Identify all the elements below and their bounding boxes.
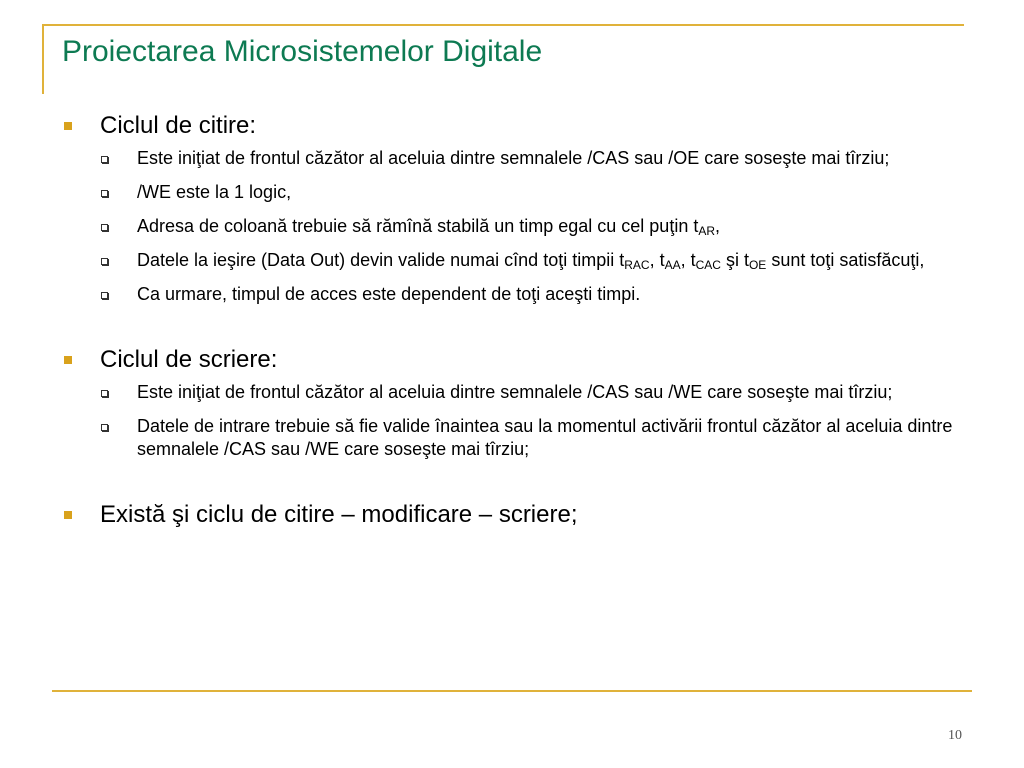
list-item-text: /WE este la 1 logic,: [137, 182, 292, 202]
left-accent-divider: [42, 24, 44, 94]
subscript-oe: OE: [748, 258, 767, 272]
hollow-box-bullet-icon: [101, 224, 108, 231]
hollow-box-bullet-icon: [101, 156, 108, 163]
list-item: [62, 415, 962, 461]
list-item: [62, 147, 962, 170]
filled-square-bullet-icon: [64, 356, 72, 364]
bullet-read-cycle: [62, 110, 962, 142]
text-segment: Adresa de coloană trebuie să rămînă stabilă un timp egal cu cel puţin t: [137, 216, 699, 236]
list-item: [62, 283, 962, 306]
text-segment: sunt toţi satisfăcuţi,: [766, 250, 925, 270]
bullet-read-modify-write: [62, 499, 962, 531]
hollow-box-bullet-icon: [101, 424, 108, 431]
section-read-cycle: [62, 110, 962, 306]
list-item-text: Datele de intrare trebuie să fie valide înaintea sau la momentul activării frontul căzător al aceluia dintre semnalele /CAS sau /WE care soseşte mai tîrziu;: [137, 416, 953, 459]
subscript-rac: RAC: [624, 258, 650, 272]
bottom-divider: [52, 690, 972, 692]
text-segment: ,: [715, 216, 721, 236]
list-item-text: Este iniţiat de frontul căzător al aceluia dintre semnalele /CAS sau /WE care soseşte mai tîrziu;: [137, 382, 893, 402]
section-write-cycle: [62, 344, 962, 461]
write-cycle-list: [62, 381, 962, 461]
hollow-box-bullet-icon: [101, 190, 108, 197]
subscript-cac: CAC: [695, 258, 721, 272]
slide-content: [62, 110, 962, 531]
list-item: [62, 181, 962, 204]
list-item: [62, 381, 962, 404]
list-item-text: [137, 250, 924, 270]
bullet-heading-read-modify-write: Există şi ciclu de citire – modificare – scriere;: [100, 501, 578, 528]
text-segment: şi t: [720, 250, 749, 270]
list-item: [62, 249, 962, 272]
text-segment: , t: [680, 250, 696, 270]
filled-square-bullet-icon: [64, 511, 72, 519]
list-item-text: Este iniţiat de frontul căzător al aceluia dintre semnalele /CAS sau /OE care soseşte mai tîrziu;: [137, 148, 890, 168]
page-number: 10: [948, 728, 962, 743]
section-read-modify-write: [62, 499, 962, 531]
text-segment: , t: [649, 250, 665, 270]
text-segment: Datele la ieşire (Data Out) devin valide numai cînd toţi timpii t: [137, 250, 625, 270]
subscript-ar: AR: [698, 224, 716, 238]
hollow-box-bullet-icon: [101, 390, 108, 397]
read-cycle-list: [62, 147, 962, 306]
hollow-box-bullet-icon: [101, 292, 108, 299]
subscript-aa: AA: [664, 258, 681, 272]
list-item-text: Ca urmare, timpul de acces este dependent de toţi aceşti timpi.: [137, 284, 641, 304]
page-title: Proiectarea Microsistemelor Digitale: [62, 35, 543, 68]
bullet-heading-write-cycle: Ciclul de scriere:: [100, 346, 278, 373]
bullet-heading-read-cycle: Ciclul de citire:: [100, 112, 257, 139]
list-item-text: [137, 216, 720, 236]
list-item: [62, 215, 962, 238]
filled-square-bullet-icon: [64, 122, 72, 130]
bullet-write-cycle: [62, 344, 962, 376]
top-divider: [42, 24, 964, 26]
hollow-box-bullet-icon: [101, 258, 108, 265]
